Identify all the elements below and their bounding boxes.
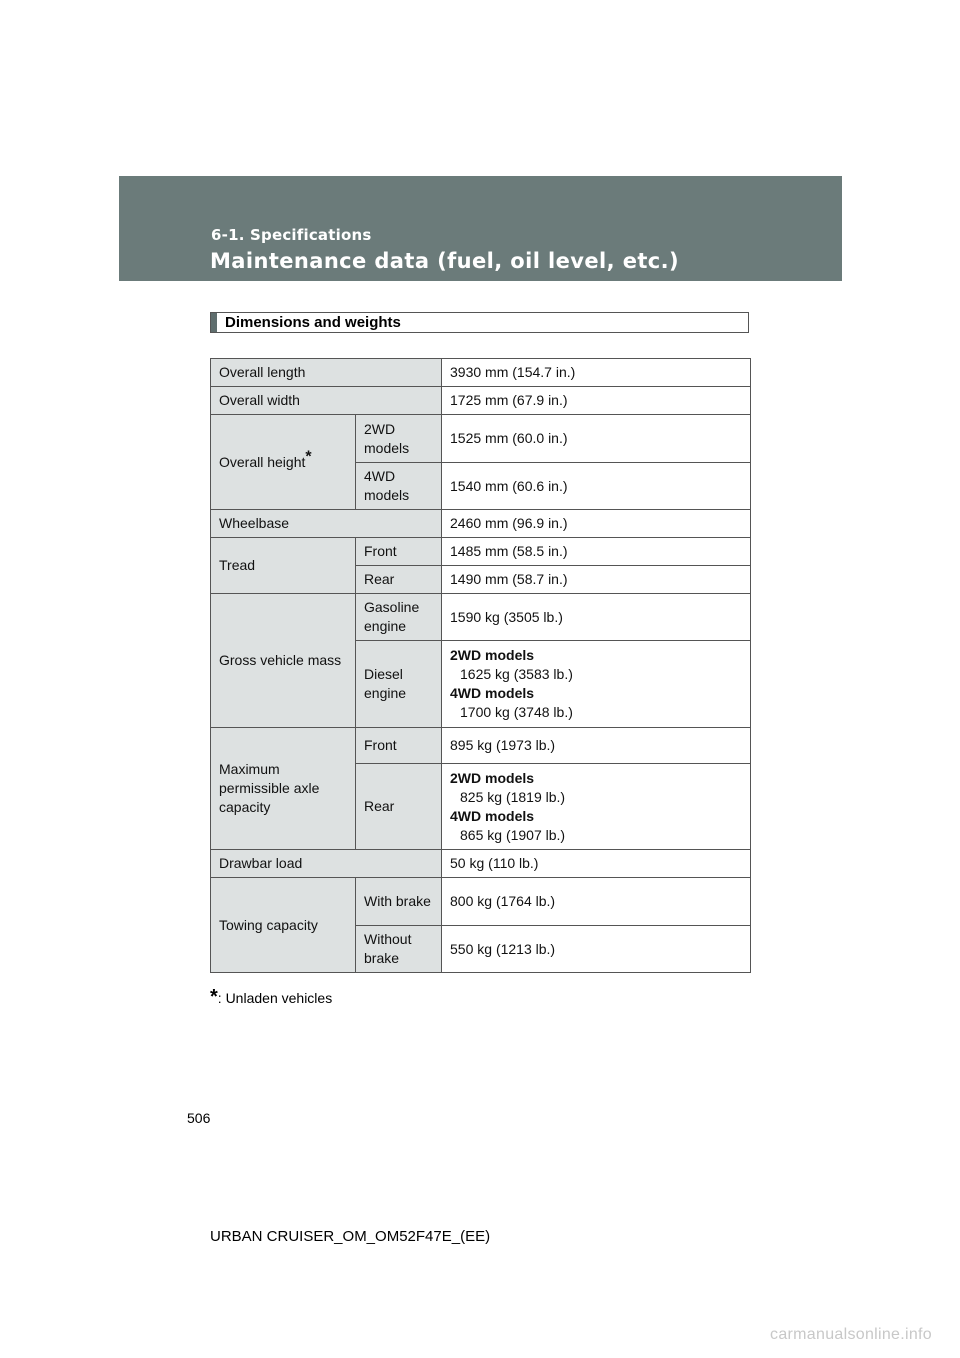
row-value: 550 kg (1213 lb.) [442,926,751,973]
footnote-marker: * [210,986,218,1008]
row-sublabel: 4WD models [356,463,442,510]
section-label: 6-1. Specifications [211,226,372,244]
footer-code: URBAN CRUISER_OM_OM52F47E_(EE) [210,1228,491,1245]
table-row [211,415,751,463]
row-value: 1540 mm (60.6 in.) [442,463,751,510]
row-label: Overall length [211,359,442,387]
row-value: 2WD models 1625 kg (3583 lb.) 4WD models 1700 kg (3748 lb.) [442,641,751,728]
page-number: 506 [187,1110,211,1126]
row-value: 1490 mm (58.7 in.) [442,566,751,594]
row-sublabel: 2WD models [356,415,442,463]
row-label: Drawbar load [211,850,442,878]
page-title: Maintenance data (fuel, oil level, etc.) [210,249,680,273]
row-sublabel: Rear [356,566,442,594]
dimensions-weights-table [210,358,751,973]
row-sublabel: Gasoline engine [356,594,442,641]
watermark: carmanualsonline.info [770,1326,932,1343]
row-sublabel: Diesel engine [356,641,442,728]
row-label: Wheelbase [211,510,442,538]
table-row [211,510,751,538]
table-row [211,878,751,926]
row-value: 895 kg (1973 lb.) [442,728,751,764]
row-value: 3930 mm (154.7 in.) [442,359,751,387]
row-value: 2WD models 825 kg (1819 lb.) 4WD models 865 kg (1907 lb.) [442,764,751,850]
row-value: 50 kg (110 lb.) [442,850,751,878]
table-row [211,850,751,878]
row-label: Maximum permissible axle capacity [211,728,356,850]
row-sublabel: Rear [356,764,442,850]
row-label: Overall width [211,387,442,415]
footnote-marker: * [305,447,312,465]
row-label: Towing capacity [211,878,356,973]
row-value: 2460 mm (96.9 in.) [442,510,751,538]
table-row [211,728,751,764]
row-value: 1725 mm (67.9 in.) [442,387,751,415]
footnote-text: : Unladen vehicles [217,990,333,1006]
table-row [211,594,751,641]
row-value: 1590 kg (3505 lb.) [442,594,751,641]
subsection-heading [210,312,749,333]
row-value: 1485 mm (58.5 in.) [442,538,751,566]
row-label: Overall height* [211,415,356,510]
row-sublabel: Front [356,728,442,764]
footnote [210,986,332,1009]
row-label: Tread [211,538,356,594]
row-label: Gross vehicle mass [211,594,356,728]
subsection-title: Dimensions and weights [225,314,401,331]
row-value: 800 kg (1764 lb.) [442,878,751,926]
table-row [211,387,751,415]
row-sublabel: With brake [356,878,442,926]
row-value: 1525 mm (60.0 in.) [442,415,751,463]
subsection-marker [211,313,217,332]
table-row [211,538,751,566]
table-row [211,359,751,387]
row-sublabel: Front [356,538,442,566]
row-sublabel: Without brake [356,926,442,973]
